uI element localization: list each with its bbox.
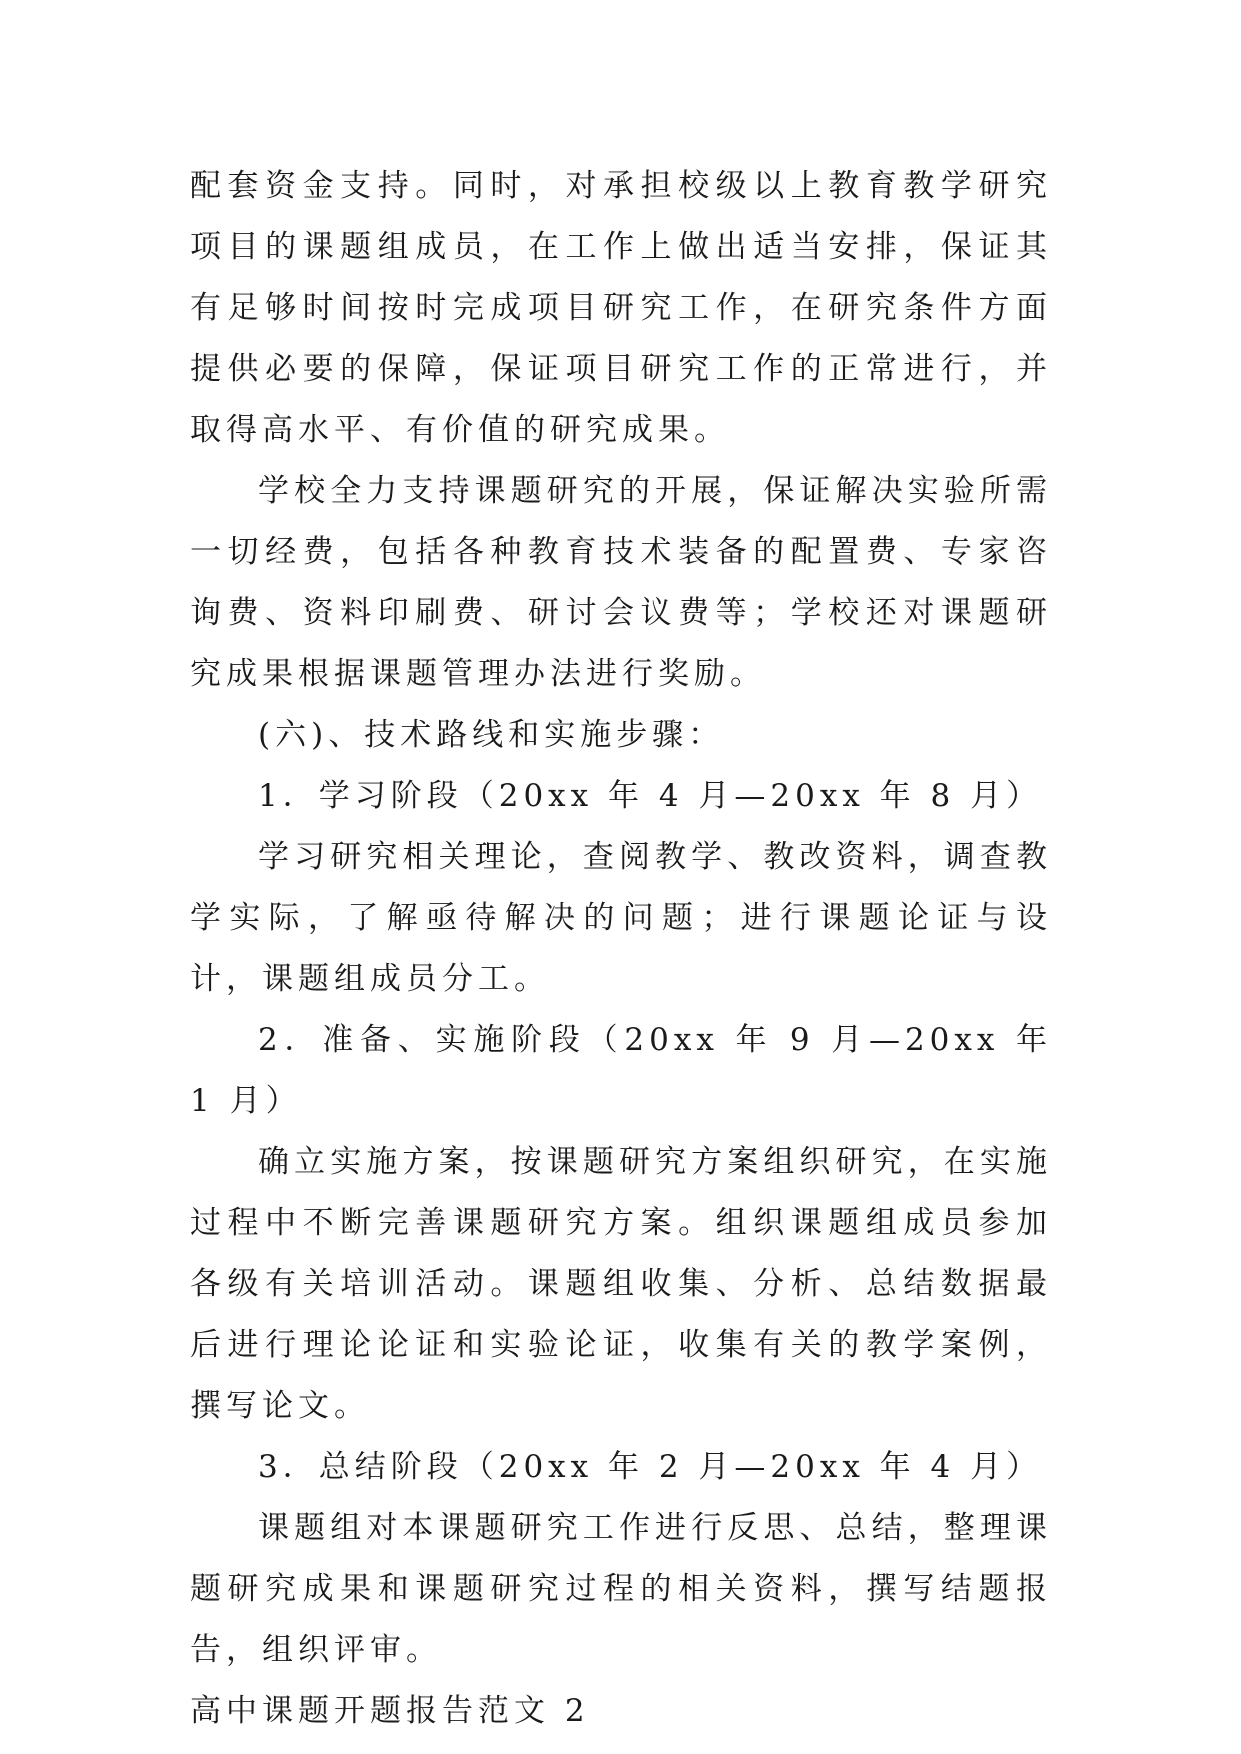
paragraph-summary-phase: 课题组对本课题研究工作进行反思、总结，整理课题研究成果和课题研究过程的相关资料，撰写结题报告，组织评审。 (190, 1510, 1052, 1668)
section-heading-technical-route: (六)、技术路线和实施步骤： (258, 717, 725, 753)
step-heading-summary-phase: 3．总结阶段（20xx 年 2 月—20xx 年 4 月） (258, 1449, 1043, 1485)
paragraph-implementation-phase: 确立实施方案，按课题研究方案组织研究，在实施过程中不断完善课题研究方案。组织课题组成员参加各级有关培训活动。课题组收集、分析、总结数据最后进行理论论证和实验论证，收集有关的教学案例，撰写论文。 (190, 1144, 1052, 1424)
step-heading-implementation-phase: 2．准备、实施阶段（20xx 年 9 月—20xx 年 1 月） (190, 1022, 1052, 1119)
section-title: 高中课题开题报告范文 2 (190, 1693, 590, 1729)
paragraph-study-phase: 学习研究相关理论，查阅教学、教改资料，调查教学实际，了解亟待解决的问题；进行课题论证与设计，课题组成员分工。 (190, 839, 1052, 997)
step-heading-study-phase: 1．学习阶段（20xx 年 4 月—20xx 年 8 月） (258, 778, 1043, 814)
paragraph-school-support: 学校全力支持课题研究的开展，保证解决实验所需一切经费，包括各种教育技术装备的配置费、专家咨询费、资料印刷费、研讨会议费等；学校还对课题研究成果根据课题管理办法进行奖励。 (190, 473, 1052, 692)
paragraph-funding-support: 配套资金支持。同时，对承担校级以上教育教学研究项目的课题组成员，在工作上做出适当安排，保证其有足够时间按时完成项目研究工作，在研究条件方面提供必要的保障，保证项目研究工作的正常进行，并取得高水平、有价值的研究成果。 (190, 168, 1052, 448)
document-body (190, 156, 1052, 1742)
